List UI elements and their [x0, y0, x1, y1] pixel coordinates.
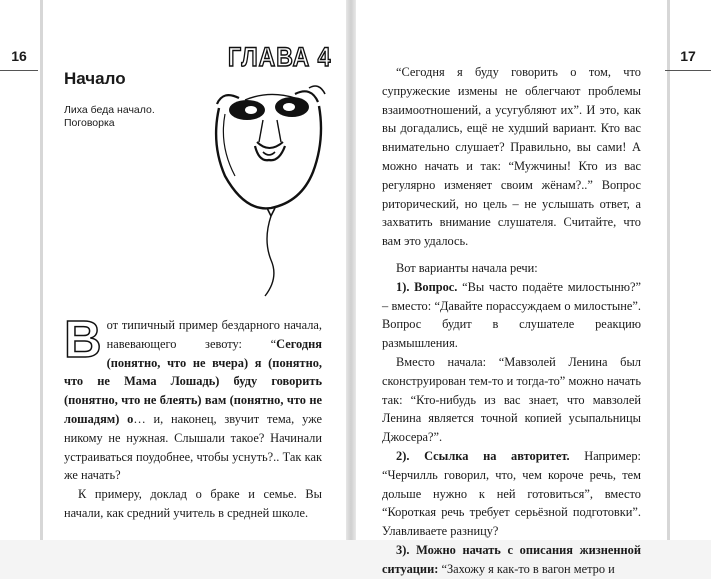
left-body-text — [64, 311, 322, 523]
page-number-right: 17 — [680, 48, 696, 64]
right-paragraph-2: Вот варианты начала речи: — [396, 260, 538, 275]
epigraph-source: Поговорка — [64, 117, 115, 129]
drop-cap: В — [64, 311, 102, 369]
item-2-label: 2). Ссылка на авторитет. — [396, 448, 570, 463]
epigraph — [64, 104, 164, 130]
book-gutter — [346, 0, 356, 540]
right-body-text — [382, 63, 641, 579]
item-1-label: 1). Вопрос. — [396, 279, 458, 294]
item-3-text: “Захожу я как-то в вагон метро и — [438, 561, 615, 576]
right-page-edge-line — [667, 0, 670, 540]
left-p1-part-c: … и, наконец, звучит тема, уже никому не нужная. Слышали такое? Начинали устраиваться поудобнее, чтобы уснуть?.. Так как же начать? — [64, 411, 322, 483]
epigraph-text: Лиха беда начало. — [64, 104, 155, 116]
right-paragraph-6 — [382, 541, 641, 579]
page-number-rule-right — [665, 70, 711, 71]
right-paragraph-1: “Сегодня я буду говорить о том, что супружеские измены не облегчают проблемы взаимоотношений, а усугубляют их”. И это, как вы догадались, ещё не худший вариант. Кто вас внимательно слушает? Правильно, вы сами! А можно начать и так: “Мужчины! Кто из вас регулярно изменяет своим жёнам?..” Вопрос риторический, но цель – не услышать ответ, а захватить внимание слушателя. Считайте, что вам это удалось. — [382, 65, 641, 249]
page-number-rule-left — [0, 70, 38, 71]
item-3-label: 3). Можно начать с описания жизненной ситуации: — [382, 542, 641, 576]
page-number-left: 16 — [11, 48, 27, 64]
chapter-heading: ГЛАВА 4 — [228, 41, 332, 72]
section-title: Начало — [64, 69, 126, 88]
cat-face-balloon-drawing-icon — [205, 80, 340, 300]
item-2-text: Например: “Черчилль говорил, что, чем короче речь, тем дольше нужно к ней готовиться”, вместо “Короткая речь требует серьёзной подготовки”. Улавливаете разницу? — [382, 448, 641, 539]
item-1-text: “Вы часто подаёте милостыню?” – вместо: “Давайте порассуждаем о милостыне”. Вопрос будит в слушателе реакцию размышления. — [382, 279, 641, 351]
right-paragraph-3 — [382, 278, 641, 353]
left-p1-part-a: от типичный пример бездарного начала, навевающего зевоту: “ — [106, 318, 322, 351]
right-paragraph-4: Вместо начала: “Мавзолей Ленина был сконструирован тем-то и тогда-то” можно начать так: “Кто-нибудь из вас знает, что мавзолей Ленина является точной копией усыпальницы Джосера?”. — [382, 354, 641, 445]
left-p1-bold: Сегодня (понятно, что не вчера) я (понятно, что не Мама Лошадь) буду говорить (понятно, что не блеять) вам (понятно, что не лошадям) о — [64, 336, 322, 426]
left-paragraph-1 — [64, 311, 322, 485]
left-page-edge-line — [40, 0, 43, 540]
left-paragraph-2: К примеру, доклад о браке и семье. Вы начали, как средний учитель в средней школе. — [64, 487, 322, 520]
right-paragraph-5 — [382, 447, 641, 541]
